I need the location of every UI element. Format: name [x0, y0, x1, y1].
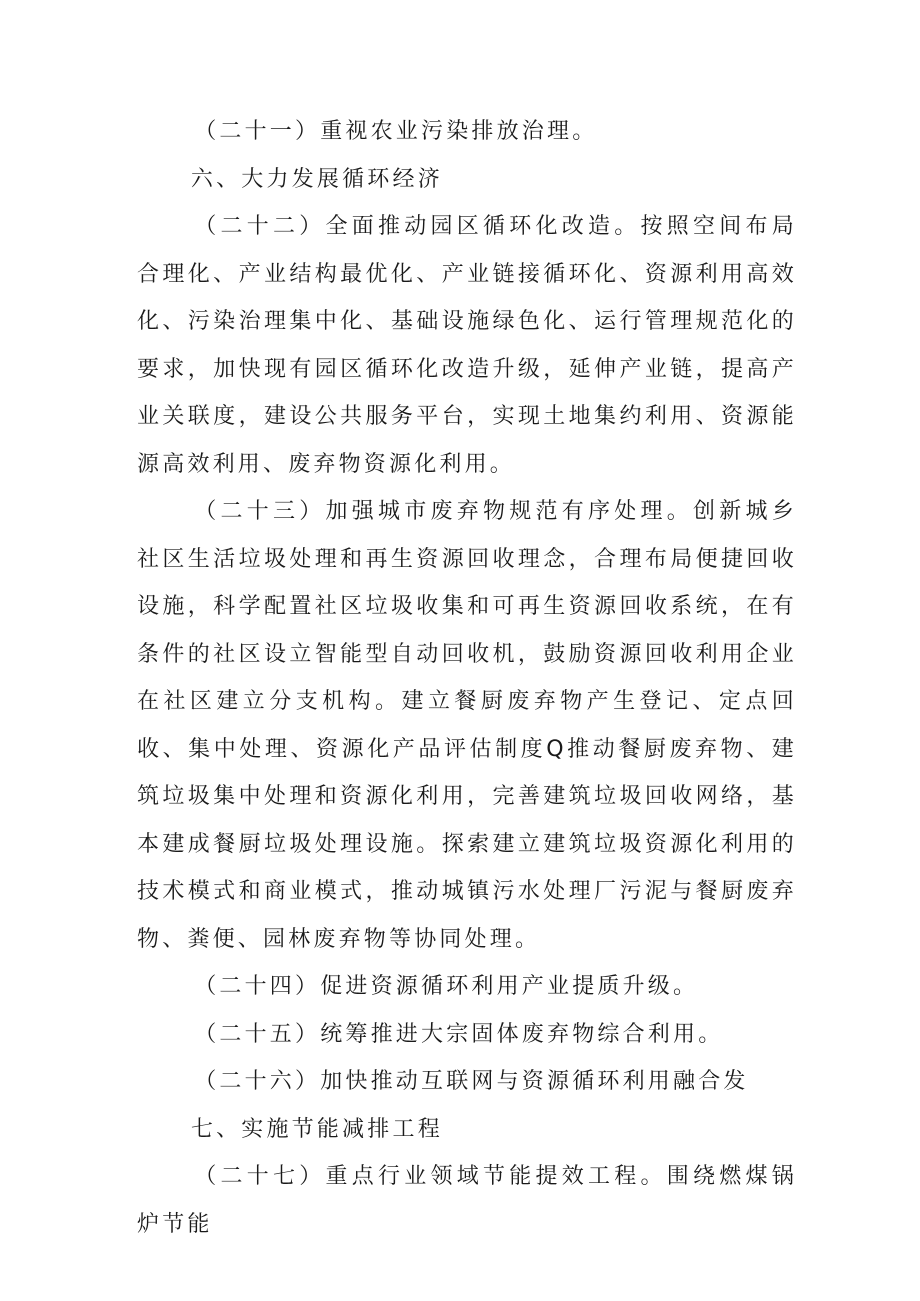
paragraph-item-24: （二十四）促进资源循环利用产业提质升级。 [194, 974, 699, 999]
section-heading-7: 七、实施节能减排工程 [190, 1116, 443, 1142]
paragraph-item-22: （二十二）全面推动园区循环化改造。按照空间布局合理化、产业结构最优化、产业链接循环化、资源利用高效化、污染治理集中化、基础设施绿色化、运行管理规范化的要求，加快现有园区循环化改造升级，延伸产业链，提高产业关联度，建设公共服务平台，实现土地集约利用、资源能源高效利用、废弃物资源化利用。 [137, 214, 797, 477]
paragraph-item-23: （二十三）加强城市废弃物规范有序处理。创新城乡社区生活垃圾处理和再生资源回收理念，合理布局便捷回收设施，科学配置社区垃圾收集和可再生资源回收系统，在有条件的社区设立智能型自动回收机，鼓励资源回收利用企业在社区建立分支机构。建立餐厨废弃物产生登记、定点回收、集中处理、资源化产品评估制度Q推动餐厨废弃物、建筑垃圾集中处理和资源化利用，完善建筑垃圾回收网络，基本建成餐厨垃圾处理设施。探索建立建筑垃圾资源化利用的技术模式和商业模式，推动城镇污水处理厂污泥与餐厨废弃物、粪便、园林废弃物等协同处理。 [137, 499, 797, 952]
section-heading-6: 六、大力发展循环经济 [190, 166, 443, 192]
paragraph-item-26: （二十六）加快推动互联网与资源循环利用融合发 [194, 1069, 749, 1094]
document-body [137, 108, 797, 1248]
paragraph-item-27: （二十七）重点行业领域节能提效工程。围绕燃煤锅炉节能 [137, 1164, 797, 1237]
paragraph-item-25: （二十五）统筹推进大宗固体废弃物综合利用。 [194, 1021, 724, 1047]
paragraph-item-21: （二十一）重视农业污染排放治理。 [194, 119, 598, 144]
